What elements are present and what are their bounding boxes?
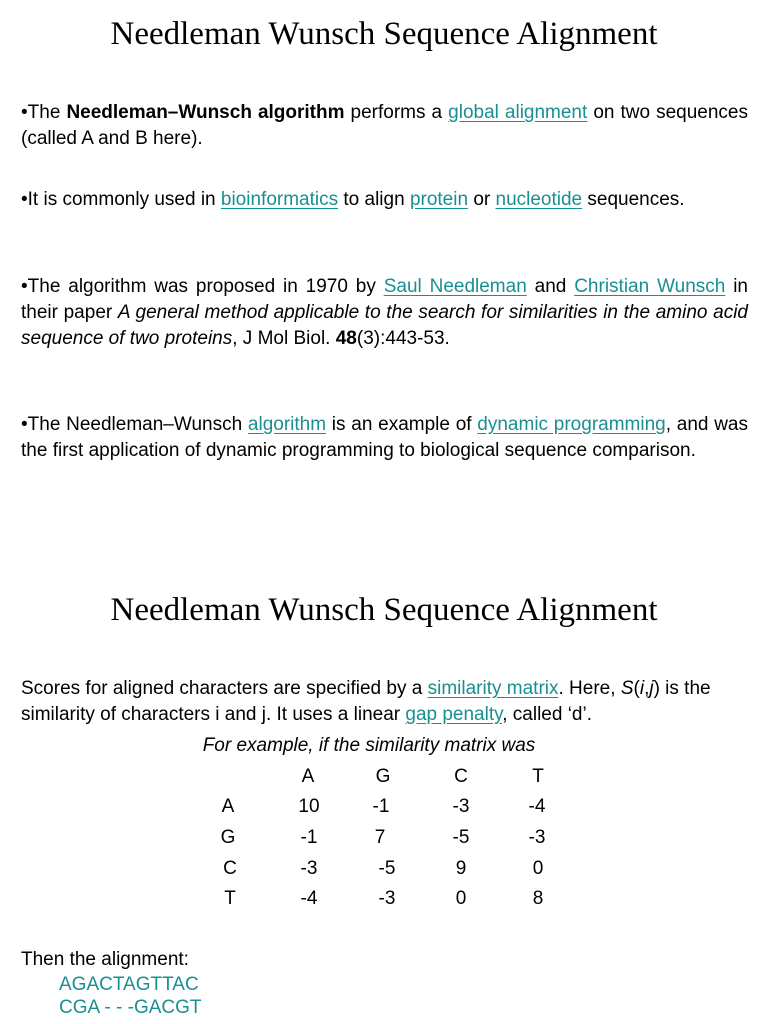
link-global-alignment[interactable]: global alignment bbox=[448, 102, 588, 123]
body-text: Scores for aligned characters are specified by a bbox=[21, 678, 428, 699]
bullet-history bbox=[21, 274, 748, 352]
matrix-cell: -3 bbox=[378, 888, 396, 909]
body-text: , called ‘d’. bbox=[502, 704, 592, 725]
body-text: ( bbox=[633, 678, 640, 699]
bullet-text: •The bbox=[21, 102, 67, 123]
bullet-text: (3):443-53. bbox=[356, 328, 450, 349]
matrix-cell: 7 bbox=[374, 827, 386, 848]
slide-title: Needleman Wunsch Sequence Alignment bbox=[110, 16, 658, 52]
bullet-text: or bbox=[468, 189, 496, 210]
bullet-global-alignment bbox=[21, 100, 748, 152]
symbol-s: S bbox=[620, 678, 634, 699]
matrix-col-header: T bbox=[532, 766, 544, 787]
body-text: , bbox=[644, 678, 650, 699]
body-text: ) is the similarity of characters i and j. It uses a linear bbox=[21, 678, 711, 725]
body-text: . Here, bbox=[558, 678, 621, 699]
alignment-intro: Then the alignment: bbox=[21, 949, 189, 970]
bullet-text: on two sequences (called A and B here). bbox=[21, 102, 749, 149]
matrix-cell: -5 bbox=[452, 827, 470, 848]
algorithm-name-bold: Needleman–Wunsch algorithm bbox=[66, 102, 345, 123]
matrix-cell: 8 bbox=[532, 888, 544, 909]
bullet-text: sequences. bbox=[582, 189, 685, 210]
bullet-text: and bbox=[526, 276, 575, 297]
matrix-row-label: A bbox=[221, 796, 235, 817]
matrix-cell: -1 bbox=[372, 796, 390, 817]
slide-title: Needleman Wunsch Sequence Alignment bbox=[110, 592, 658, 628]
bullet-text: •The algorithm was proposed in 1970 by bbox=[21, 276, 384, 297]
matrix-cell: -1 bbox=[300, 827, 318, 848]
matrix-cell: -3 bbox=[452, 796, 470, 817]
journal-volume: 48 bbox=[335, 328, 357, 349]
matrix-cell: -3 bbox=[300, 858, 318, 879]
bullet-text: •The Needleman–Wunsch bbox=[21, 414, 248, 435]
bullet-text: in their paper bbox=[21, 276, 748, 323]
bullet-text: performs a bbox=[344, 102, 449, 123]
bullet-text: , J Mol Biol. bbox=[232, 328, 336, 349]
link-gap-penalty[interactable]: gap penalty bbox=[405, 704, 503, 725]
matrix-cell: -4 bbox=[528, 796, 546, 817]
bullet-dynamic-programming bbox=[21, 412, 748, 464]
link-similarity-matrix[interactable]: similarity matrix bbox=[427, 678, 559, 699]
link-algorithm[interactable]: algorithm bbox=[247, 414, 327, 435]
link-nucleotide[interactable]: nucleotide bbox=[495, 189, 583, 210]
matrix-cell: 0 bbox=[532, 858, 544, 879]
matrix-row-label: G bbox=[220, 827, 236, 848]
paper-title: A general method applicable to the search for similarities in the amino acid sequence of two proteins bbox=[21, 302, 748, 349]
link-protein[interactable]: protein bbox=[409, 189, 469, 210]
symbol-i: i bbox=[639, 678, 645, 699]
bullet-bioinformatics bbox=[21, 187, 748, 213]
matrix-cell: 10 bbox=[298, 796, 320, 817]
link-bioinformatics[interactable]: bioinformatics bbox=[220, 189, 339, 210]
matrix-cell: 0 bbox=[455, 888, 467, 909]
example-caption: For example, if the similarity matrix was bbox=[202, 735, 536, 756]
similarity-intro bbox=[21, 676, 748, 728]
matrix-cell: -5 bbox=[378, 858, 396, 879]
bullet-text: to align bbox=[338, 189, 410, 210]
matrix-col-header: C bbox=[454, 766, 468, 787]
alignment-sequence-2: CGA - - -GACGT bbox=[59, 997, 202, 1018]
bullet-text: is an example of bbox=[326, 414, 478, 435]
matrix-cell: -3 bbox=[528, 827, 546, 848]
matrix-cell: 9 bbox=[455, 858, 467, 879]
link-dynamic-programming[interactable]: dynamic programming bbox=[477, 414, 666, 435]
link-saul-needleman[interactable]: Saul Needleman bbox=[383, 276, 527, 297]
bullet-text: •It is commonly used in bbox=[21, 189, 221, 210]
matrix-col-header: G bbox=[375, 766, 391, 787]
matrix-row-label: C bbox=[223, 858, 237, 879]
matrix-row-label: T bbox=[224, 888, 236, 909]
symbol-j: j bbox=[649, 678, 654, 699]
matrix-cell: -4 bbox=[300, 888, 318, 909]
alignment-sequence-1: AGACTAGTTAC bbox=[59, 974, 199, 995]
bullet-text: , and was the first application of dynamic programming to biological sequence comparison. bbox=[21, 414, 748, 461]
link-christian-wunsch[interactable]: Christian Wunsch bbox=[574, 276, 726, 297]
similarity-matrix bbox=[0, 762, 768, 912]
matrix-col-header: A bbox=[301, 766, 315, 787]
